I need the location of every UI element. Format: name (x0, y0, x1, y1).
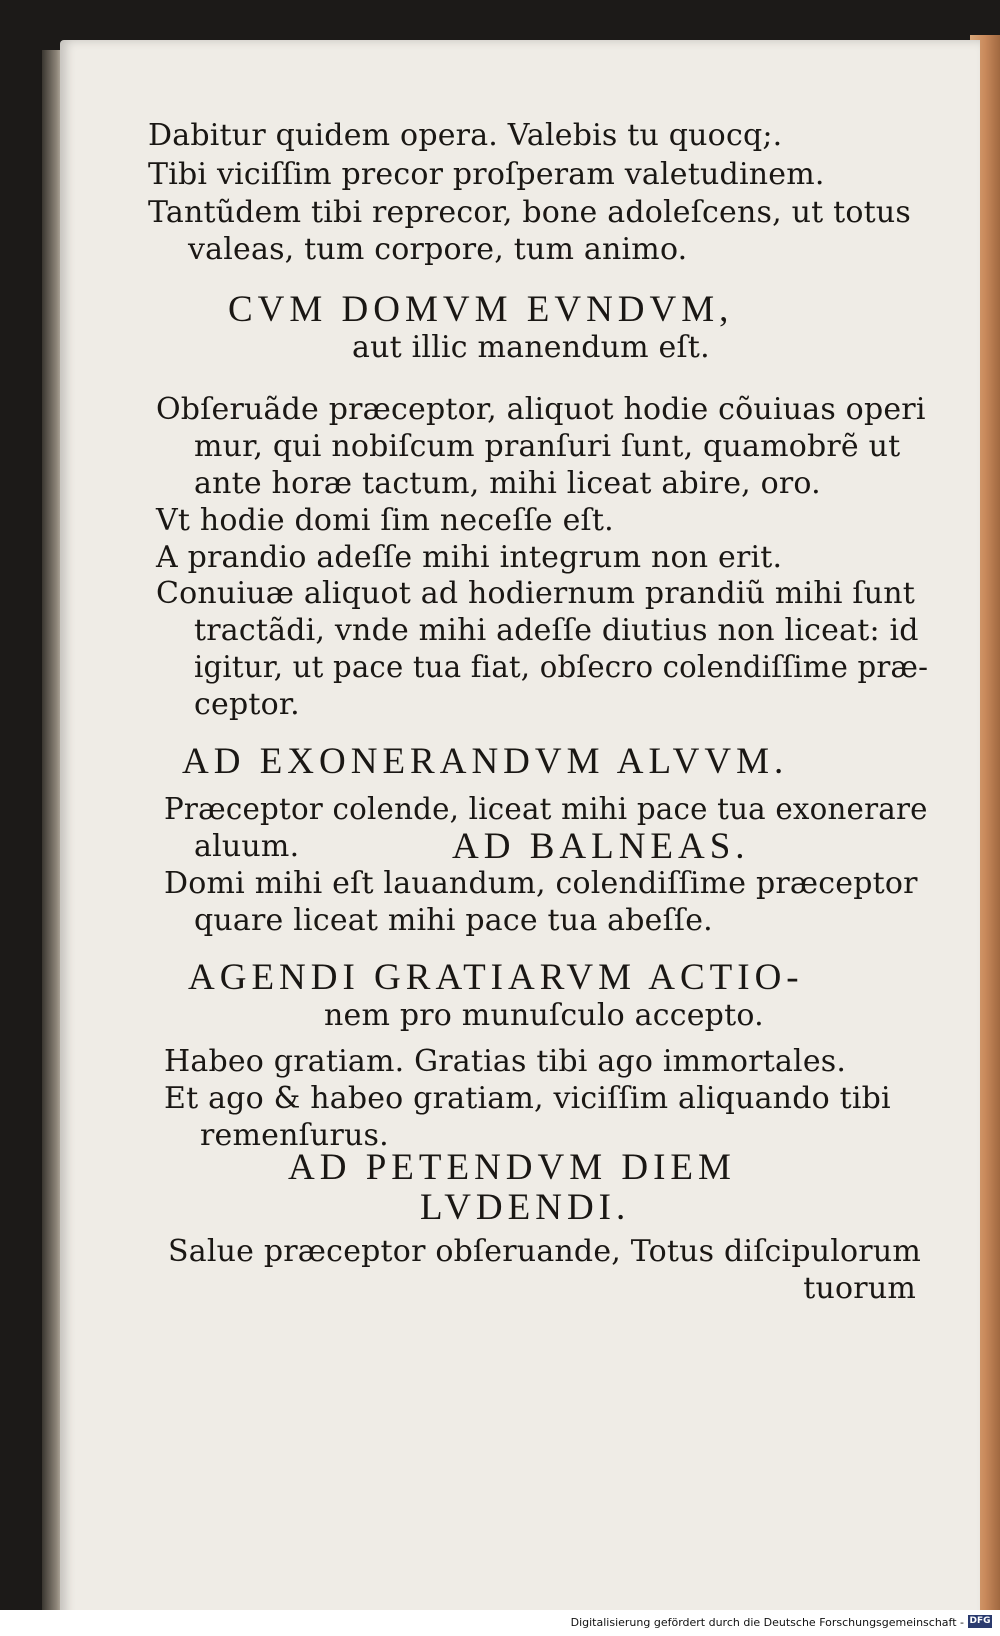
section-subheading: aut illic manendum eſt. (352, 330, 710, 365)
section-heading: AD PETENDVM DIEM (288, 1147, 736, 1188)
text-line: Tantũdem tibi reprecor, bone adoleſcens, ut totus (148, 195, 911, 230)
text-line: ante horæ tactum, mihi liceat abire, oro. (194, 466, 821, 501)
text-line: Habeo gratiam. Gratias tibi ago immortales. (164, 1044, 847, 1079)
section-subheading: nem pro munuſculo accepto. (324, 998, 764, 1033)
page-text (60, 40, 980, 1610)
text-line: igitur, ut pace tua fiat, obſecro colendiſſime præ- (194, 650, 929, 685)
text-line: Salue præceptor obſeruande, Totus diſcipulorum (168, 1234, 922, 1269)
catchword: tuorum (803, 1271, 916, 1306)
text-line: tractãdi, vnde mihi adeſſe diutius non liceat: id (194, 613, 919, 648)
text-line: Conuiuæ aliquot ad hodiernum prandiũ mihi ſunt (156, 576, 915, 611)
text-line: Et ago & habeo gratiam, viciſſim aliquando tibi (164, 1081, 891, 1116)
text-line: Vt hodie domi ſim neceſſe eſt. (156, 503, 614, 538)
text-line: Domi mihi eſt lauandum, colendiſſime præceptor (164, 866, 918, 901)
digitization-footer (0, 1610, 1000, 1636)
text-line: Dabitur quidem opera. Valebis tu quocq;. (148, 118, 783, 153)
section-heading: CVM DOMVM EVNDVM, (228, 289, 734, 330)
book-page (60, 40, 980, 1610)
text-line: mur, qui nobiſcum pranſuri ſunt, quamobrẽ ut (194, 429, 901, 464)
section-heading: AD BALNEAS. (452, 826, 750, 867)
text-line: Præceptor colende, liceat mihi pace tua exonerare (164, 792, 928, 827)
text-line: A prandio adeſſe mihi integrum non erit. (156, 540, 783, 575)
text-line: aluum. (194, 829, 300, 864)
text-line: Tibi viciſſim precor proſperam valetudinem. (148, 157, 825, 192)
text-line: valeas, tum corpore, tum animo. (188, 232, 688, 267)
text-line: quare liceat mihi pace tua abeſſe. (194, 903, 713, 938)
text-line: Obſeruãde præceptor, aliquot hodie cõuiuas operi (156, 392, 926, 427)
section-heading: LVDENDI. (420, 1187, 631, 1228)
text-line: remenſurus. (200, 1118, 389, 1153)
section-heading: AD EXONERANDVM ALVVM. (182, 741, 789, 782)
funding-notice: Digitalisierung gefördert durch die Deutsche Forschungsgemeinschaft - (570, 1616, 964, 1629)
section-heading: AGENDI GRATIARVM ACTIO- (188, 957, 804, 998)
dfg-logo-icon: DFG (969, 1616, 991, 1626)
text-line: ceptor. (194, 687, 300, 722)
